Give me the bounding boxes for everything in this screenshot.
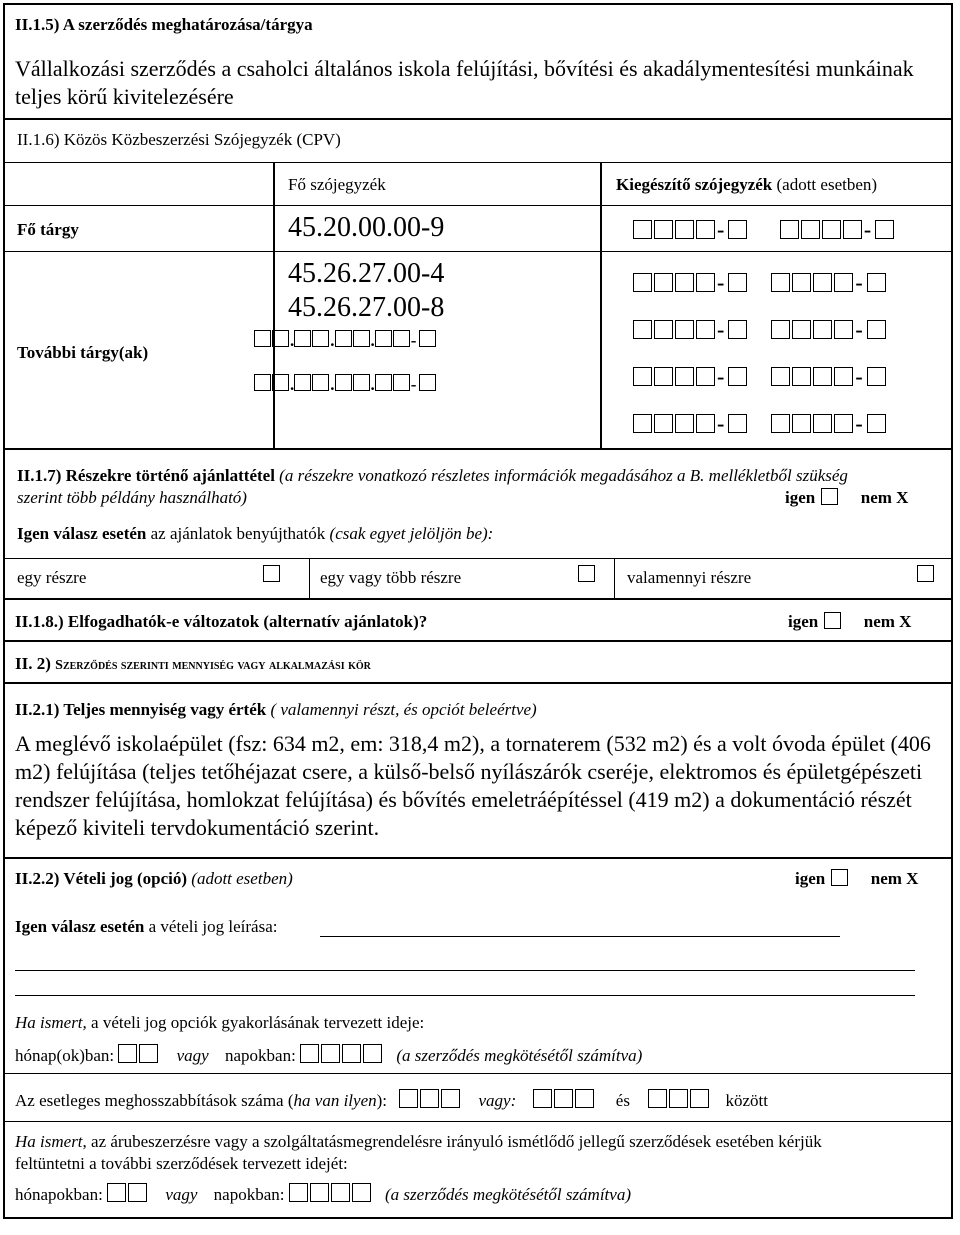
- cpv-supp-code-slots[interactable]: - - - - - - - -: [633, 260, 888, 448]
- cpv-main-header: Fő szójegyzék: [288, 175, 386, 194]
- section-cpv: [5, 120, 951, 450]
- recurring-contracts-line2: feltüntetni a további szerződések tervezett idejét:: [15, 1154, 348, 1173]
- section-total-quantity: [5, 684, 951, 859]
- cpv-additional-code-1: 45.26.27.00-4: [288, 258, 445, 289]
- yes-checkbox[interactable]: [821, 488, 838, 505]
- section-heading: II.1.5) A szerződés meghatározása/tárgya: [15, 15, 313, 34]
- one-or-more-checkbox[interactable]: [578, 565, 595, 582]
- option-one-part: egy részre: [17, 568, 87, 587]
- cpv-main-code: 45.20.00.00-9: [288, 212, 445, 243]
- option-months-days-line: hónap(ok)ban: vagy napokban: (a szerződés megkötésétől számítva): [15, 1046, 643, 1065]
- yes-checkbox[interactable]: [831, 869, 848, 886]
- form-frame: [3, 3, 953, 1219]
- recurring-months-days-line: hónapokban: vagy napokban: (a szerződés megkötésétől számítva): [15, 1185, 631, 1204]
- option-description-line[interactable]: [15, 995, 915, 996]
- cpv-additional-code-2: 45.26.27.00-8: [288, 292, 445, 323]
- one-part-checkbox[interactable]: [263, 565, 280, 582]
- cpv-code-slot[interactable]: . . . -: [254, 330, 437, 351]
- if-yes-line: Igen válasz esetén az ajánlatok benyújthatók (csak egyet jelöljön be):: [17, 524, 494, 543]
- yes-checkbox[interactable]: [824, 612, 841, 629]
- cpv-supplementary-header: Kiegészítő szójegyzék (adott esetben): [616, 175, 878, 194]
- section-heading: II.1.6) Közös Közbeszerzési Szójegyzék (CPV): [17, 130, 341, 149]
- section-heading: II.1.7) Részekre történő ajánlattétel (a részekre vonatkozó részletes információk megadásához a B. mellékletből szükség: [17, 466, 848, 485]
- section-heading: II.2.2) Vételi jog (opció) (adott esetben): [15, 869, 293, 888]
- option-time-line: Ha ismert, a vételi jog opciók gyakorlásának tervezett ideje:: [15, 1013, 425, 1032]
- section-quantity-heading: [5, 642, 951, 684]
- parts-yes-no: igen nem X: [785, 488, 909, 507]
- recurring-contracts-line: Ha ismert, az árubeszerzésre vagy a szolgáltatásmegrendelésre irányuló ismétlődő jellegű szerződések esetében kérjük: [15, 1132, 822, 1151]
- option-one-or-more-parts: egy vagy több részre: [320, 568, 462, 587]
- total-quantity-text: A meglévő iskolaépület (fsz: 634 m2, em: 318,4 m2), a tornaterem (532 m2) és a volt óvoda épület (406 m2) felújítása (teljes tetőhéjazat csere, a külső-belső nyílászárók cseréje, elektromos és épületgépészeti rendszer felújítása, homlokzat felújítása) és bővítés emeletráépítéssel (419 m2) a dokumentáció részét képező kiviteli tervdokumentáció szerint.: [15, 731, 931, 840]
- variants-yes-no: igen nem X: [788, 612, 912, 631]
- heading-note: szerint több példány használható): [17, 488, 247, 507]
- option-description-line[interactable]: [15, 970, 915, 971]
- cpv-main-subject-label: Fő tárgy: [17, 220, 79, 239]
- section-variants: [5, 600, 951, 642]
- extensions-line: Az esetleges meghosszabbítások száma (ha van ilyen): vagy: és között: [15, 1091, 768, 1110]
- section-parts: [5, 450, 951, 600]
- option-all-parts: valamennyi részre: [627, 568, 752, 587]
- contract-subject-text: Vállalkozási szerződés a csaholci általános iskola felújítási, bővítési és akadálymentesítési munkáinak teljes körű kivitelezésére: [15, 56, 914, 109]
- section-heading: II.1.8.) Elfogadhatók-e változatok (alternatív ajánlatok)?: [15, 612, 428, 631]
- section-heading: II. 2) Szerződés szerinti mennyiség vagy alkalmazási kör: [15, 654, 371, 673]
- options-yes-no: igen nem X: [795, 869, 919, 888]
- section-options: [5, 859, 951, 1219]
- section-contract-subject: [5, 5, 951, 120]
- cpv-supp-code-slot[interactable]: - -: [633, 217, 896, 243]
- cpv-code-slot[interactable]: . . . -: [254, 374, 437, 395]
- if-yes-option-line: Igen válasz esetén a vételi jog leírása:: [15, 917, 278, 936]
- cpv-additional-subjects-label: További tárgy(ak): [17, 343, 149, 362]
- section-heading: II.2.1) Teljes mennyiség vagy érték ( valamennyi részt, és opciót beleértve): [15, 700, 537, 719]
- all-parts-checkbox[interactable]: [917, 565, 934, 582]
- option-description-line[interactable]: [320, 936, 840, 937]
